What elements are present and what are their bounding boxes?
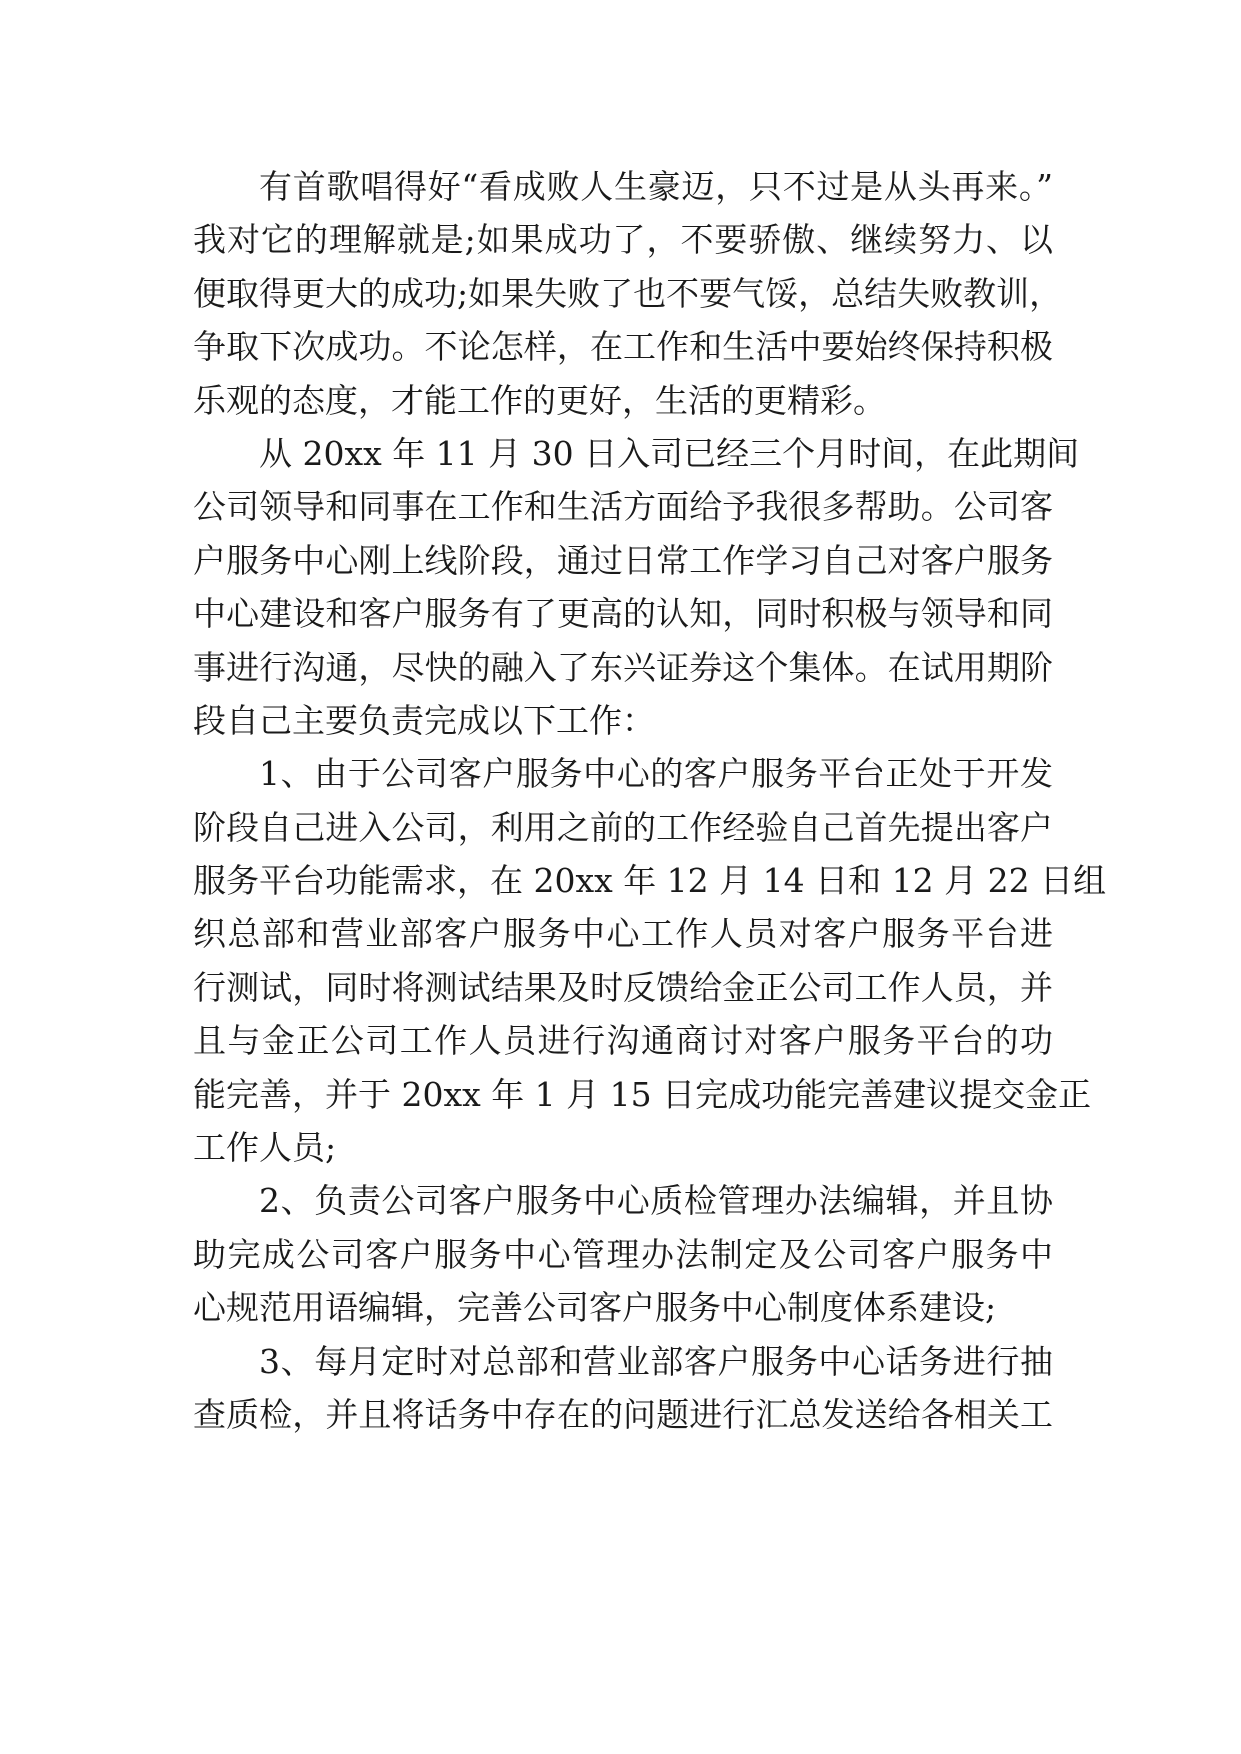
text-line: 1、由于公司客户服务中心的客户服务平台正处于开发: [259, 754, 1053, 794]
text-line: 工作人员;: [193, 1128, 337, 1168]
text-line: 中心建设和客户服务有了更高的认知，同时积极与领导和同: [193, 594, 1053, 634]
text-line: 助完成公司客户服务中心管理办法制定及公司客户服务中: [193, 1234, 1053, 1274]
paragraph-2: [193, 427, 1080, 747]
text-line: 服务平台功能需求，在 20xx 年 12 月 14 日和 12 月 22 日组: [193, 861, 1107, 901]
text-line: 便取得更大的成功;如果失败了也不要气馁，总结失败教训，: [193, 273, 1063, 313]
paragraph-4: [193, 1174, 1053, 1334]
text-line: 公司领导和同事在工作和生活方面给予我很多帮助。公司客: [193, 487, 1053, 527]
text-line: 且与金正公司工作人员进行沟通商讨对客户服务平台的功: [193, 1021, 1053, 1061]
paragraph-1: [193, 160, 1063, 427]
paragraph-3: [193, 747, 1107, 1174]
text-line: 2、负责公司客户服务中心质检管理办法编辑，并且协: [259, 1181, 1053, 1221]
text-line: 段自己主要负责完成以下工作：: [193, 700, 655, 740]
text-line: 争取下次成功。不论怎样，在工作和生活中要始终保持积极: [193, 327, 1053, 367]
text-line: 3、每月定时对总部和营业部客户服务中心话务进行抽: [259, 1341, 1053, 1381]
text-line: 行测试，同时将测试结果及时反馈给金正公司工作人员，并: [193, 967, 1053, 1007]
text-line: 户服务中心刚上线阶段，通过日常工作学习自己对客户服务: [193, 540, 1053, 580]
text-line: 能完善，并于 20xx 年 1 月 15 日完成功能完善建议提交金正: [193, 1074, 1092, 1114]
text-line: 从 20xx 年 11 月 30 日入司已经三个月时间，在此期间: [259, 433, 1080, 473]
document-body: [193, 160, 1107, 1441]
text-line: 事进行沟通，尽快的融入了东兴证券这个集体。在试用期阶: [193, 647, 1053, 687]
text-line: 织总部和营业部客户服务中心工作人员对客户服务平台进: [193, 914, 1053, 954]
text-line: 我对它的理解就是;如果成功了，不要骄傲、继续努力、以: [193, 220, 1053, 260]
text-line: 有首歌唱得好“看成败人生豪迈，只不过是从头再来。”: [259, 167, 1053, 206]
text-line: 乐观的态度，才能工作的更好，生活的更精彩。: [193, 380, 886, 420]
text-line: 阶段自己进入公司，利用之前的工作经验自己首先提出客户: [193, 807, 1053, 847]
text-line: 查质检，并且将话务中存在的问题进行汇总发送给各相关工: [193, 1394, 1053, 1434]
text-line: 心规范用语编辑，完善公司客户服务中心制度体系建设;: [193, 1288, 997, 1328]
paragraph-5: [193, 1335, 1053, 1442]
